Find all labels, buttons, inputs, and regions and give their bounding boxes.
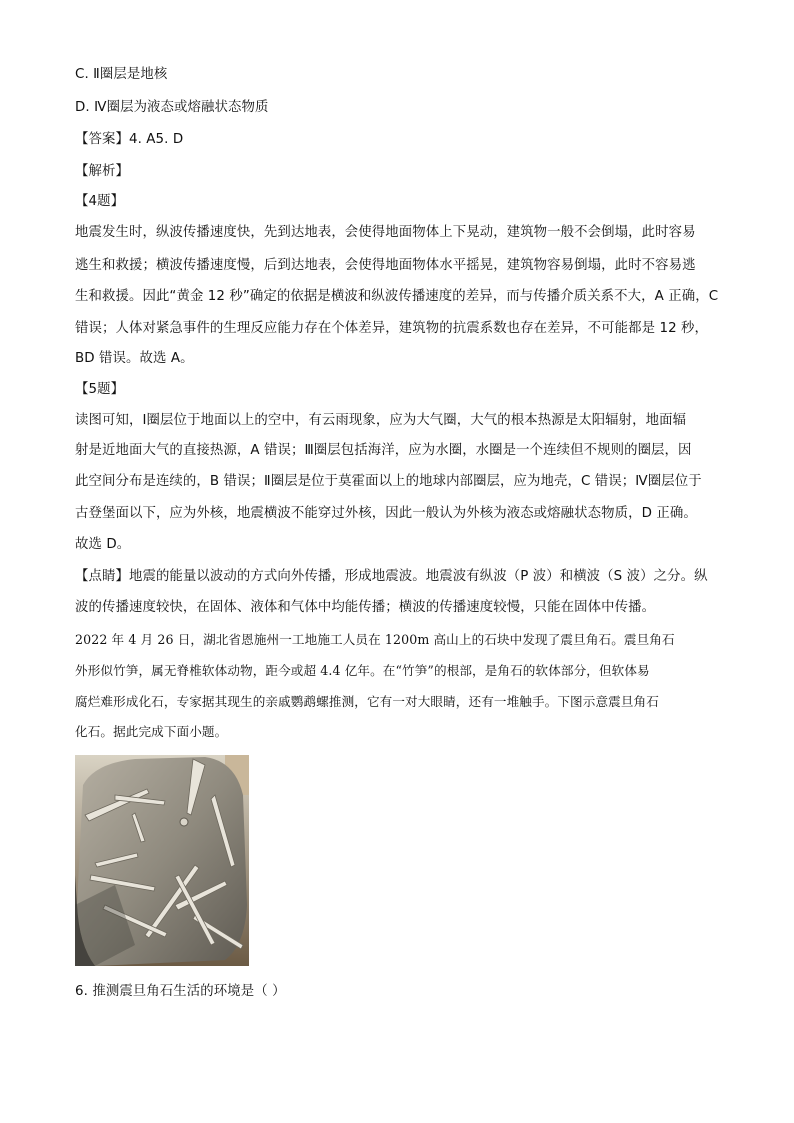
question-6-stem: 6. 推测震旦角石生活的环境是（ ） (75, 984, 286, 999)
q4-label: 【4题】 (75, 194, 125, 209)
q5-line: 故选 D。 (75, 537, 131, 552)
tip-line: 【点睛】地震的能量以波动的方式向外传播，形成地震波。地震波有纵波（P 波）和横波（S 波）之分。纵 (75, 569, 708, 584)
option-c: C. Ⅱ圈层是地核 (75, 67, 168, 82)
answer-line: 【答案】4. A5. D (75, 132, 184, 147)
passage-line: 外形似竹笋，属无脊椎软体动物，距今或超 4.4 亿年。在“竹笋”的根部，是角石的软体部分，但软体易 (75, 663, 650, 678)
q4-line: 地震发生时，纵波传播速度快，先到达地表，会使得地面物体上下晃动，建筑物一般不会倒塌，此时容易 (75, 225, 696, 240)
passage-line: 化石。据此完成下面小题。 (75, 724, 228, 739)
option-d: D. Ⅳ圈层为液态或熔融状态物质 (75, 100, 269, 115)
tip-line: 波的传播速度较快，在固体、液体和气体中均能传播；横波的传播速度较慢，只能在固体中传播。 (75, 600, 656, 615)
q5-line: 古登堡面以下，应为外核，地震横波不能穿过外核，因此一般认为外核为液态或熔融状态物质，D 正确。 (75, 506, 697, 521)
q5-line: 读图可知，Ⅰ圈层位于地面以上的空中，有云雨现象，应为大气圈，大气的根本热源是太阳辐射，地面辐 (75, 413, 687, 428)
q4-line: 生和救援。因此“黄金 12 秒”确定的依据是横波和纵波传播速度的差异，而与传播介质关系不大，A 正确，C (75, 289, 719, 304)
fossil-photo (75, 755, 249, 966)
q4-line: BD 错误。故选 A。 (75, 351, 194, 366)
passage-line: 腐烂难形成化石，专家据其现生的亲戚鹦鹉螺推测，它有一对大眼睛，还有一堆触手。下图示意震旦角石 (75, 694, 659, 709)
q5-line: 射是近地面大气的直接热源，A 错误；Ⅲ圈层包括海洋，应为水圈，水圈是一个连续但不规则的圈层，因 (75, 443, 692, 458)
q4-line: 逃生和救援；横波传播速度慢，后到达地表，会使得地面物体水平摇晃，建筑物容易倒塌，此时不容易逃 (75, 258, 696, 273)
q5-line: 此空间分布是连续的，B 错误；Ⅱ圈层是位于莫霍面以上的地球内部圈层，应为地壳，C 错误；Ⅳ圈层位于 (75, 474, 702, 489)
analysis-label: 【解析】 (75, 164, 129, 179)
fossil-photo-icon (75, 755, 249, 966)
passage-line: 2022 年 4 月 26 日，湖北省恩施州一工地施工人员在 1200m 高山上的石块中发现了震旦角石。震旦角石 (75, 632, 675, 647)
q4-line: 错误；人体对紧急事件的生理反应能力存在个体差异，建筑物的抗震系数也存在差异，不可能都是 12 秒， (75, 321, 709, 336)
q5-label: 【5题】 (75, 382, 125, 397)
